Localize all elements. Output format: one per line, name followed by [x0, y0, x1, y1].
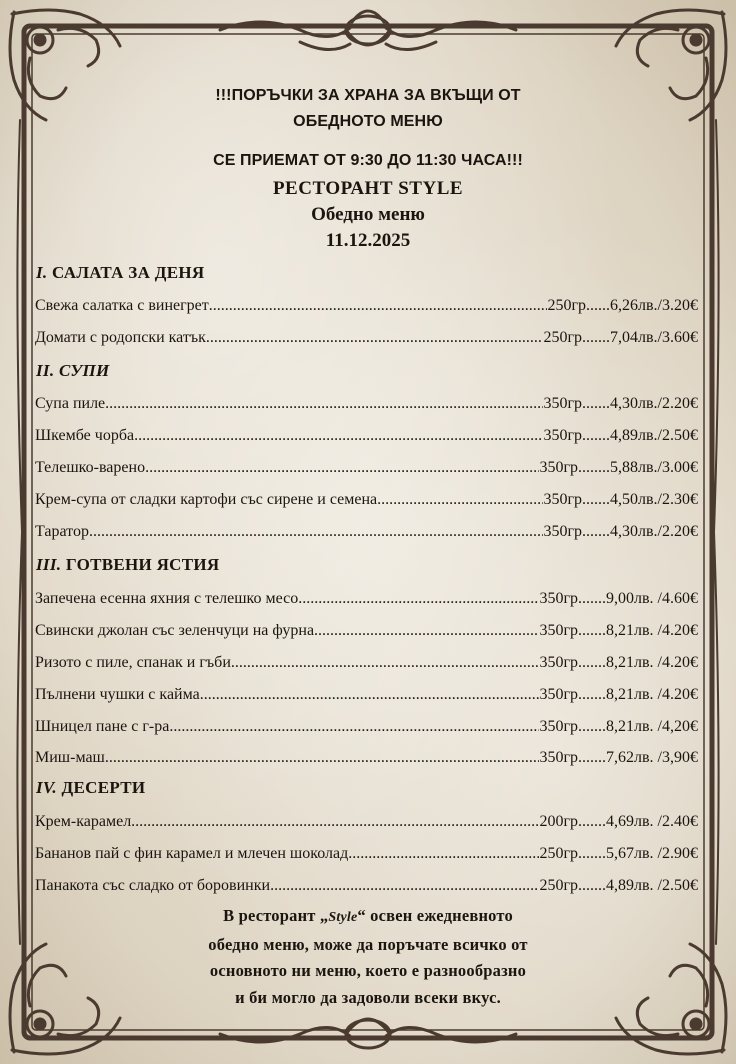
menu-item-price: 350гр.......9,00лв. /4.60€: [539, 590, 698, 607]
footer-line-1: [0, 903, 736, 932]
dot-leader: [231, 652, 540, 674]
menu-item-price: 250гр.......7,04лв./3.60€: [543, 329, 698, 346]
menu-item-name: Свински джолан със зеленчуци на фурна: [35, 622, 315, 639]
dot-leader: [209, 295, 548, 317]
menu-item: [35, 716, 698, 738]
footer-line-2: обедно меню, може да поръчате всичко от: [208, 934, 528, 954]
menu-item-price: 350гр.......8,21лв. /4,20€: [539, 718, 698, 735]
menu-item-price: 200гр.......4,69лв. /2.40€: [539, 813, 698, 830]
dot-leader: [105, 393, 543, 415]
section-number: II.: [36, 361, 55, 380]
menu-item-name: Телешко-варено: [35, 459, 146, 476]
menu-item-price: 350гр.......4,50лв./2.30€: [543, 491, 698, 508]
section-heading: [36, 262, 204, 284]
section-number: I.: [36, 263, 48, 282]
order-notice-line-1: !!!ПОРЪЧКИ ЗА ХРАНА ЗА ВКЪЩИ ОТ: [215, 87, 521, 104]
top-knot-ornament-icon: [220, 11, 516, 50]
section-number: IV.: [36, 778, 57, 797]
menu-item-price: 350гр.......4,30лв./2.20€: [543, 523, 698, 540]
menu-item-name: Свежа салатка с винегрет: [35, 297, 209, 314]
menu-item-price: 350гр.......8,21лв. /4.20€: [539, 622, 698, 639]
menu-item: [35, 393, 698, 415]
menu-item-name: Панакота със сладко от боровинки: [35, 877, 271, 894]
footer-note: [0, 903, 736, 1011]
menu-item-name: Таратор: [35, 523, 89, 540]
dot-leader: [131, 811, 539, 833]
restaurant-name: РЕСТОРАНТ STYLE: [272, 178, 464, 199]
menu-item: [35, 875, 698, 897]
footer-line-1-end: “ освен ежедневното: [357, 906, 513, 925]
menu-item: [35, 457, 698, 479]
menu-item-name: Ризото с пиле, спанак и гъби: [35, 654, 231, 671]
section-title: СУПИ: [58, 361, 110, 380]
menu-item: [35, 588, 698, 610]
footer-line-3: основното ни меню, което е разнообразно: [209, 961, 527, 980]
menu-item: [35, 747, 698, 769]
footer-line-1-start: В ресторант „: [223, 906, 329, 925]
menu-item: [35, 521, 698, 543]
menu-item-price: 350гр.......8,21лв. /4.20€: [539, 654, 698, 671]
section-number: III.: [36, 555, 62, 574]
menu-item-name: Бананов пай с фин карамел и млечен шоколад: [35, 845, 349, 862]
menu-item-name: Крем-карамел: [35, 813, 132, 830]
menu-item-name: Шницел пане с г-ра: [35, 718, 170, 735]
menu-item: [35, 620, 698, 642]
menu-item: [35, 843, 698, 865]
footer-line-4: и би могло да задоволи всеки вкус.: [235, 987, 501, 1007]
dot-leader: [105, 747, 540, 769]
menu-item-price: 350гр.......4,89лв./2.50€: [543, 427, 698, 444]
dot-leader: [206, 327, 544, 349]
menu-item-name: Крем-супа от сладки картофи със сирене и семена: [35, 491, 378, 508]
order-notice-line-3: СЕ ПРИЕМАТ ОТ 9:30 ДО 11:30 ЧАСА!!!: [213, 152, 523, 169]
section-title: САЛАТА ЗА ДЕНЯ: [52, 263, 205, 282]
menu-item: [35, 425, 698, 447]
menu-item-name: Пълнени чушки с кайма: [35, 686, 200, 703]
order-notice-line-2: ОБЕДНОТО МЕНЮ: [293, 113, 443, 130]
dot-leader: [298, 588, 539, 610]
menu-item-price: 250гр.......4,89лв. /2.50€: [539, 877, 698, 894]
section-heading: [36, 554, 220, 576]
menu-item-price: 250гр......6,26лв./3.20€: [547, 297, 698, 314]
dot-leader: [377, 489, 543, 511]
menu-item-name: Шкембе чорба: [35, 427, 135, 444]
dot-leader: [200, 684, 540, 706]
menu-date: 11.12.2025: [325, 230, 411, 251]
section-title: ГОТВЕНИ ЯСТИЯ: [65, 555, 220, 574]
menu-item-price: 250гр.......5,67лв. /2.90€: [539, 845, 698, 862]
section-heading: [36, 777, 145, 799]
dot-leader: [89, 521, 544, 543]
top-knot-ornament-icon: [220, 1019, 516, 1048]
menu-item-name: Супа пиле: [35, 395, 106, 412]
menu-item-name: Запечена есенна яхния с телешко месо: [35, 590, 299, 607]
dot-leader: [145, 457, 539, 479]
menu-subtitle: Обедно меню: [311, 204, 425, 225]
dot-leader: [134, 425, 543, 447]
menu-item: [35, 489, 698, 511]
dot-leader: [270, 875, 539, 897]
section-heading: [36, 360, 110, 382]
dot-leader: [169, 716, 539, 738]
menu-item-name: Домати с родопски катък: [35, 329, 206, 346]
footer-style-word: Style: [328, 910, 358, 925]
menu-item-price: 350гр.......7,62лв. /3,90€: [539, 749, 698, 766]
dot-leader: [348, 843, 539, 865]
menu-item: [35, 684, 698, 706]
menu-item-price: 350гр.......4,30лв./2.20€: [543, 395, 698, 412]
dot-leader: [314, 620, 539, 642]
menu-item: [35, 327, 698, 349]
menu-item: [35, 811, 698, 833]
menu-item-price: 350гр........5,88лв./3.00€: [539, 459, 698, 476]
menu-item: [35, 295, 698, 317]
menu-item: [35, 652, 698, 674]
section-title: ДЕСЕРТИ: [61, 778, 146, 797]
menu-item-price: 350гр.......8,21лв. /4.20€: [539, 686, 698, 703]
menu-item-name: Миш-маш: [35, 749, 105, 766]
